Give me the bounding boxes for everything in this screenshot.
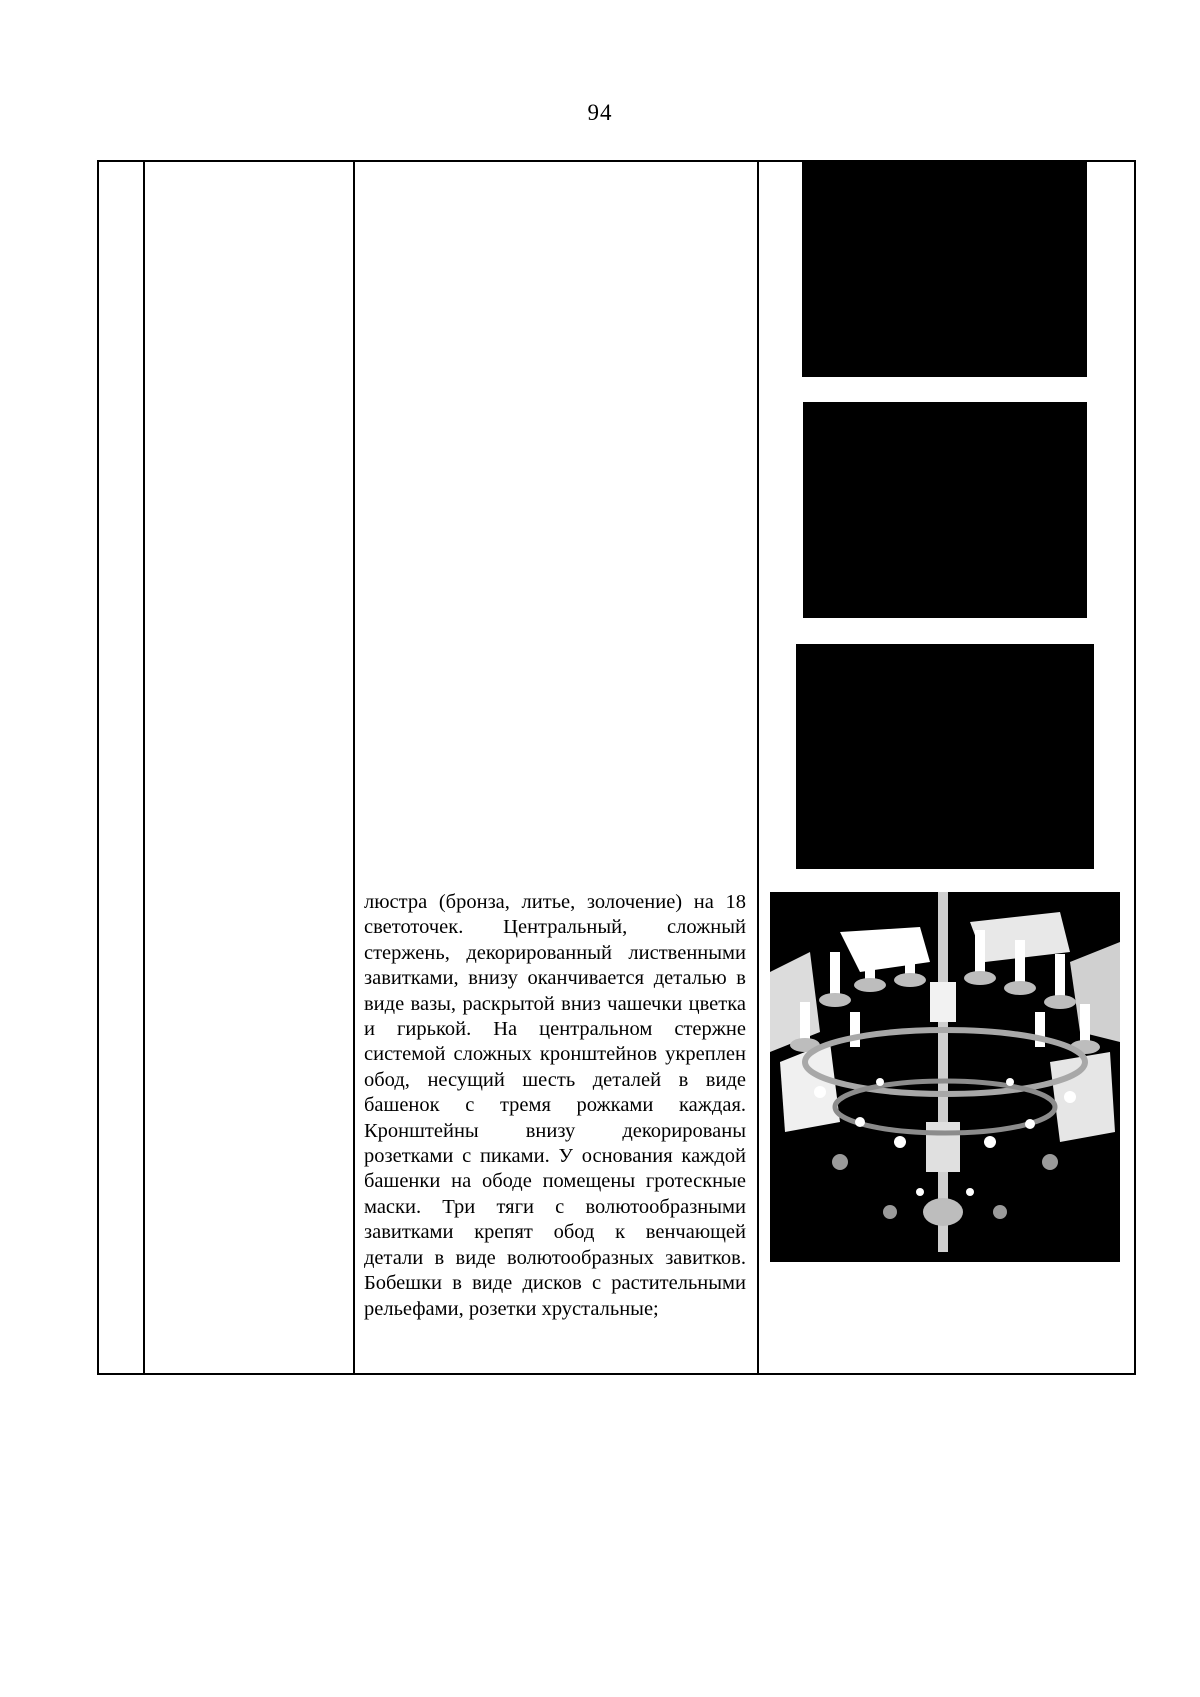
item-name-cell	[144, 161, 354, 1374]
description-cell	[354, 161, 758, 1374]
table-row	[98, 161, 1135, 1374]
inventory-table	[97, 160, 1136, 1375]
photo-2	[803, 402, 1087, 618]
chandelier-photo	[770, 892, 1120, 1262]
item-description: люстра (бронза, литье, золочение) на 18 светоточек. Центральный, сложный стержень, декорированный лиственными завитками, внизу оканчивается деталью в виде вазы, раскрытой вниз чашечки цветка и гирькой. На центральном стержне системой сложных кронштейнов укреплен обод, несущий шесть деталей в виде башенок с тремя рожками каждая. Кронштейны внизу декорированы розетками с пиками. У основания каждой башенки на ободе помещены гротескные маски. Три тяги с волютообразными завитками крепят обод к венчающей детали в виде волютообразных завитков. Бобешки в виде дисков с растительными рельефами, розетки хрустальные;	[364, 891, 746, 1320]
page-number: 94	[587, 100, 613, 125]
photo-3	[796, 644, 1094, 869]
photo-cell	[758, 161, 1135, 1374]
chandelier-image	[770, 892, 1120, 1262]
photo-1	[802, 162, 1087, 377]
row-number-cell	[98, 161, 144, 1374]
